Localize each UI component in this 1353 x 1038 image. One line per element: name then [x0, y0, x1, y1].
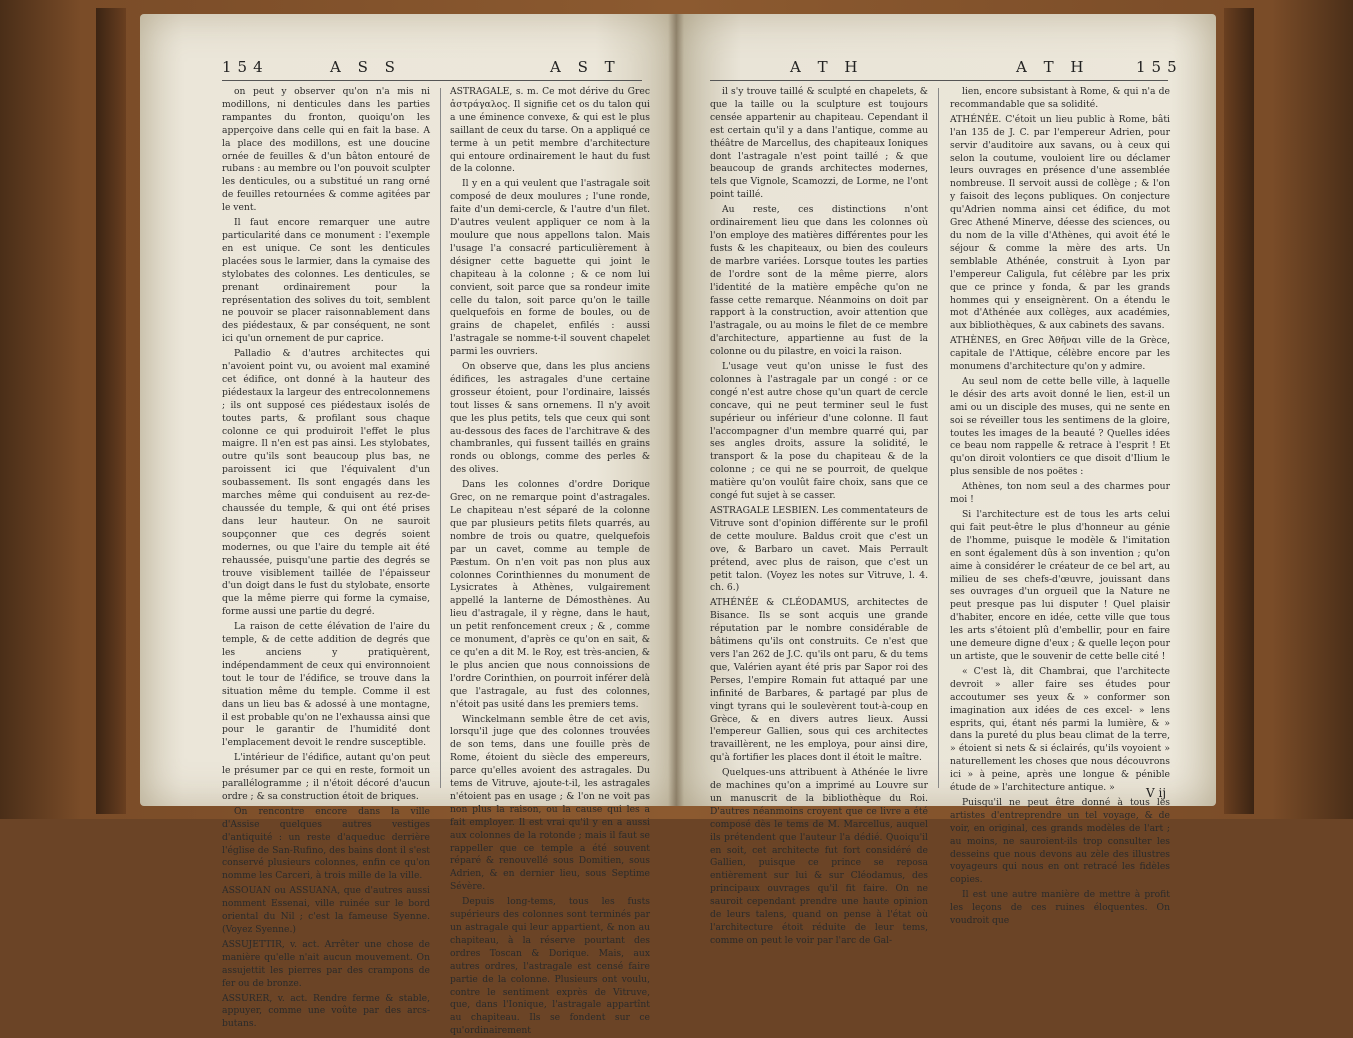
paragraph: ATHÈNES, en Grec Ἀθῆναι ville de la Grèce, capitale de l'Attique, célèbre encore par les monumens d'architecture qu'on y admire.	[950, 335, 1170, 373]
page-number-right: 155	[1136, 58, 1183, 76]
paragraph: L'usage veut qu'on unisse le fust des colonnes à l'astragale par un congé : or ce congé n'est autre chose qu'un quart de cercle concave, qui ne peut terminer seul le fust supérieur ou inférieur d'une colonne. Il faut l'accompagner d'un membre quarré qui, par ses angles droits, assure la solidité, le transport & la pose du chapiteau & de la colonne ; ce qui ne se pourroit, de quelque matière qu'on voulût faire choix, sans que ce congé fut sujet à se casser.	[710, 361, 928, 502]
running-head-right: A T H	[1016, 58, 1090, 76]
running-head-left: A T H	[790, 58, 864, 76]
paragraph: Il est une autre manière de mettre à profit les leçons de ces ruines éloquentes. On voudroit que	[950, 889, 1170, 927]
paragraph: ASTRAGALE LESBIEN. Les commentateurs de Vitruve sont d'opinion différente sur le profil de cette moulure. Baldus croit que c'est un ove, & Barbaro un cavet. Mais Perrault prétend, avec plus de raison, que c'est un petit talon. (Voyez les notes sur Vitruve, l. 4. ch. 6.)	[710, 505, 928, 594]
paragraph: L'intérieur de l'édifice, autant qu'on peut le présumer par ce qui en reste, formoit un parallélogramme ; il n'étoit décoré d'aucun ordre ; & sa construction étoit de briques.	[222, 752, 430, 802]
signature-mark: V ij	[1146, 786, 1167, 800]
paragraph: Il faut encore remarquer une autre particularité dans ce monument : l'exemple en est unique. Ce sont les denticules placées sous le larmier, dans la cymaise des stylobates des colonnes. Les denticules, se prenant ordinairement pour la représentation des solives du toit, semblent ne pouvoir se placer raisonnablement dans des piédestaux, & par conséquent, ne sont ici qu'un ornement de pur caprice.	[222, 217, 430, 345]
paragraph: Il y en a qui veulent que l'astragale soit composé de deux moulures ; l'une ronde, faite d'un demi-cercle, & l'autre d'un filet. D'autres veulent appliquer ce nom à la moulure que nous appellons talon. Mais l'usage l'a consacré particulièrement à désigner cette baguette qui joint le chapiteau à la colonne ; & ce nom lui convient, soit parce que sa rondeur imite celle du talon, soit parce qu'on le taille quelquefois en forme de boules, ou de grains de chapelet, enfilés : aussi l'astragale se nomme-t-il souvent chapelet parmi les ouvriers.	[450, 178, 650, 358]
paragraph: « C'est là, dit Chambrai, que l'architecte devroit » aller faire ses études pour accoutumer ses yeux & » conformer son imagination aux idées de ces excel- » lens esprits, qui, étant nés parmi la lumière, & » dans la pureté du plus beau climat de la terre, » étoient si nets & si éclairés, qu'ils voyoient » naturellement les choses que nous découvrons ici » à peine, après une longue & pénible étude de » l'architecture antique. »	[950, 665, 1170, 794]
book-gutter	[668, 14, 684, 806]
column-divider	[938, 88, 939, 788]
paragraph: Au reste, ces distinctions n'ont ordinairement lieu que dans les colonnes où l'on employe des matières différentes pour les fusts & les chapiteaux, ou bien des couleurs de marbre variées. Lorsque toutes les parties de l'ordre sont de la même pierre, alors l'identité de la matière empêche qu'on ne fasse cette remarque. Néanmoins on doit par rapport à la construction, avoir attention que l'astragale, ou au moins le filet de ce membre d'architecture, appartienne au fust de la colonne ou du pilastre, en voici la raison.	[710, 204, 928, 358]
paragraph: Si l'architecture est de tous les arts celui qui fait peut-être le plus d'honneur au génie de l'homme, puisque le modèle & l'imitation en sont également dûs à son invention ; qu'on aime à considérer le créateur de ce bel art, au milieu de ses chefs-d'œuvre, jouissant dans ses ouvrages d'un orgueil que la Nature ne peut presque pas lui disputer ! Quel plaisir d'habiter, encore en idée, cette ville que tous les arts s'étoient plû d'embellir, pour en faire une demeure digne d'eux ; & quelle leçon pour un artiste, que le souvenir de cette belle cité !	[950, 509, 1170, 662]
paragraph: ATHÉNÉE & CLÉODAMUS, architectes de Bisance. Ils se sont acquis une grande réputation par le nombre considérable de bâtimens qu'ils ont construits. Ce n'est que vers l'an 262 de J.C. qu'ils ont paru, & du tems que, Valérien ayant été pris par Sapor roi des Perses, l'empire Romain fut attaqué par une infinité de Barbares, & partagé par plus de vingt tyrans qui le soulevèrent tout-à-coup en Grèce, & en divers autres lieux. Aussi l'empereur Gallien, sous qui ces architectes travaillèrent, ne les employa, pour ainsi dire, qu'à fortifier les places dont il étoit le maître.	[710, 597, 928, 764]
paragraph: Depuis long-tems, tous les fusts supérieurs des colonnes sont terminés par un astragale qui leur appartient, & non au chapiteau, à la réserve pourtant des ordres Toscan & Dorique. Mais, aux autres ordres, l'astragale est censé faire partie de la colonne. Plusieurs ont voulu, contre le sentiment exprès de Vitruve, que, dans l'Ionique, l'astragale appartînt au chapiteau. Ils se fondent sur ce qu'ordinairement	[450, 896, 650, 1037]
header-rule	[710, 80, 1168, 81]
paragraph: ASSUJETTIR, v. act. Arrêter une chose de manière qu'elle n'ait aucun mouvement. On assujettit les pierres par des crampons de fer ou de bronze.	[222, 938, 430, 989]
paragraph: ASSOUAN ou ASSUANA, que d'autres aussi nomment Essenai, ville ruinée sur le bord oriental du Nil ; c'est la fameuse Syenne. (Voyez Syenne.)	[222, 885, 430, 935]
column-divider	[440, 88, 441, 788]
left-page-column-1	[222, 86, 430, 1030]
paragraph: La raison de cette élévation de l'aire du temple, & de cette addition de degrés que les anciens y pratiquèrent, indépendamment de ceux qui environnoient tout le tour de l'édifice, se trouve dans la situation même du temple. Comme il est dans un lieu bas & adossé à une montagne, il est probable qu'on ne l'exhaussa ainsi que pour le garantir de l'humidité dont l'emplacement devoit le rendre susceptible.	[222, 621, 430, 749]
right-page-column-1	[710, 86, 928, 946]
paragraph: Palladio & d'autres architectes qui n'avoient point vu, ou avoient mal examiné cet édifice, ont donné à la hauteur des piédestaux la largeur des entrecolonnemens ; ils ont supposé ces piédestaux isolés de toutes parts, & profilant sous chaque colonne ce qui produiroit l'effet le plus maigre. Il n'en est pas ainsi. Les stylobates, outre qu'ils sont beaucoup plus bas, ne paroissent ici que l'équivalent d'un soubassement. Ils sont engagés dans les marches même qui conduisent au rez-de-chaussée du temple, & qui ont été prises dans leur hauteur. On ne sauroit soupçonner que ces degrés soient modernes, ou que l'aire du temple ait été rehaussée, puisqu'une partie des degrés se trouve visiblement taillée de l'épaisseur d'un doigt dans le fust du stylobate, ensorte que la même pierre qui forme la cymaise, forme aussi une partie du degré.	[222, 348, 430, 618]
paragraph: On observe que, dans les plus anciens édifices, les astragales d'une certaine grosseur étoient, pour l'ordinaire, laissés tout lisses & sans ornemens. Il n'y avoit que les plus petits, tels que ceux qui sont au-dessous des faces de l'architrave & des chambranles, qui fussent taillés en grains ronds ou oblongs, comme des perles & des olives.	[450, 361, 650, 476]
paragraph: Quelques-uns attribuent à Athénée le livre de machines qu'on a imprimé au Louvre sur un manuscrit de la bibliothèque du Roi. D'autres néanmoins croyent que ce livre a été composé dès le tems de M. Marcellus, auquel ils prétendent que l'auteur l'a dédié. Quoiqu'il en soit, cet architecte fut fort considéré de Gallien, puisque ce prince se reposa entièrement sur lui & sur Cléodamus, des principaux ouvrages qu'il fit faire. On ne sauroit cependant prendre une haute opinion de leurs talens, quand on pense à l'état où l'architecture étoit réduite de leur tems, comme on peut le voir par l'arc de Gal-	[710, 767, 928, 946]
left-page	[140, 14, 676, 1037]
paragraph: ATHÉNÉE. C'étoit un lieu public à Rome, bâti l'an 135 de J. C. par l'empereur Adrien, pour servir d'auditoire aux savans, ou à ceux qui selon la coutume, vouloient lire ou déclamer leurs ouvrages en présence d'une assemblée nombreuse. Il servoit aussi de collège ; & l'on y faisoit des leçons publiques. On conjecture qu'Adrien nomma ainsi cet édifice, du mot Grec Athené Minerve, déesse des sciences, ou du nom de la ville d'Athènes, qui avoit été le séjour & comme la mère des arts. Un semblable Athénée, construit à Lyon par l'empereur Caligula, fut célèbre par les prix que ce prince y fonda, & par les grands hommes qui y enseignèrent. On a étendu le mot d'Athénée aux collèges, aux académies, aux bibliothèques, & aux cabinets des savans.	[950, 113, 1170, 332]
left-cover-edge	[96, 8, 126, 814]
paragraph: ASSURER, v. act. Rendre ferme & stable, appuyer, comme une voûte par des arcs-butans.	[222, 992, 430, 1030]
paragraph: Au seul nom de cette belle ville, à laquelle le désir des arts avoit donné le lien, est-il un ami ou un disciple des muses, qui ne sente en soi se réveiller tous les sentimens de la gloire, toutes les images de la beauté ? Quelles idées ce beau nom rappelle & retrace à l'esprit ! Et qu'on diroit volontiers ce que disoit d'Ilium le plus sensible de nos poëtes :	[950, 375, 1170, 478]
paragraph: il s'y trouve taillé & sculpté en chapelets, & que la taille ou la sculpture est toujours censée appartenir au chapiteau. Cependant il est certain qu'il y a dans l'antique, comme au théâtre de Marcellus, des chapiteaux Ioniques dont l'astragale n'est point taillé ; & que beaucoup de grands architectes modernes, tels que Vignole, Scamozzi, de Lorme, ne l'ont point taillé.	[710, 86, 928, 201]
paragraph: Dans les colonnes d'ordre Dorique Grec, on ne remarque point d'astragales. Le chapiteau n'est séparé de la colonne que par plusieurs petits filets quarrés, au nombre de trois ou quatre, quelquefois par un cavet, comme au temple de Pæstum. On n'en voit pas non plus aux colonnes Corinthiennes du monument de Lysicrates à Athènes, vulgairement appellé la lanterne de Démosthènes. Au lieu d'astragale, il y règne, dans le haut, un petit renfoncement creux ; & , comme ce monument, d'après ce qu'on en sait, & ce qu'en a dit M. le Roy, est très-ancien, & le plus ancien que nous connoissions de l'ordre Corinthien, on pourroit inférer delà que l'astragale, au fust des colonnes, n'étoit pas usité dans les premiers tems.	[450, 479, 650, 710]
paragraph: on peut y observer qu'on n'a mis ni modillons, ni denticules dans les parties rampantes du fronton, quoiqu'on les apperçoive dans celle qui en fait la base. A la place des modillons, est une doucine ornée de feuilles & d'un bâton entouré de rubans : au membre ou l'on pouvoit sculpter les denticules, ou a substitué un rang orné de feuilles retournées & comme agitées par le vent.	[222, 86, 430, 214]
paragraph: ASTRAGALE, s. m. Ce mot dérive du Grec ἀστράγαλος. Il signifie cet os du talon qui a une éminence convexe, & qui est le plus saillant de ceux du tarse. On a appliqué ce terme à un petit membre d'architecture qui entoure ordinairement le haut du fust de la colonne.	[450, 86, 650, 175]
header-rule	[222, 80, 642, 81]
paragraph: Athènes, ton nom seul a des charmes pour moi !	[950, 481, 1170, 506]
running-head-right: A S T	[550, 58, 621, 76]
running-head-left: A S S	[330, 58, 401, 76]
right-cover-edge	[1224, 8, 1254, 814]
paragraph: Winckelmann semble être de cet avis, lorsqu'il juge que des colonnes trouvées de son tems, dans une fouille près de Rome, étoient du siècle des empereurs, parce qu'elles avoient des astragales. Du tems de Vitruve, ajoute-t-il, les astragales n'étoient pas en usage ; & l'on ne voit pas non plus la raison, ou la cause qui les a fait employer. Il est vrai qu'il y en a aussi aux colonnes de la rotonde ; mais il faut se rappeller que ce temple a été souvent réparé & renouvellé sous Domitien, sous Adrien, & en dernier lieu, sous Septime Sévère.	[450, 713, 650, 893]
right-page	[676, 14, 1216, 946]
paragraph: lien, encore subsistant à Rome, & qui n'a de recommandable que sa solidité.	[950, 86, 1170, 110]
paragraph: Puisqu'il ne peut être donné à tous les artistes d'entreprendre un tel voyage, & de voir, en original, ces grands modèles de l'art ; au moins, ne sauroient-ils trop consulter les desseins que nous devons au zèle des illustres voyageurs qui nous en ont retracé les fidèles copies.	[950, 796, 1170, 886]
paragraph: On rencontre encore dans la ville d'Assise quelques autres vestiges d'antiquité : un reste d'aqueduc derrière l'église de San-Rufino, des bains dont il s'est conservé plusieurs colonnes, enfin ce qu'on nomme les Carceri, à trois mille de la ville.	[222, 805, 430, 882]
left-page-column-2	[450, 86, 650, 1037]
page-number-left: 154	[222, 58, 269, 76]
